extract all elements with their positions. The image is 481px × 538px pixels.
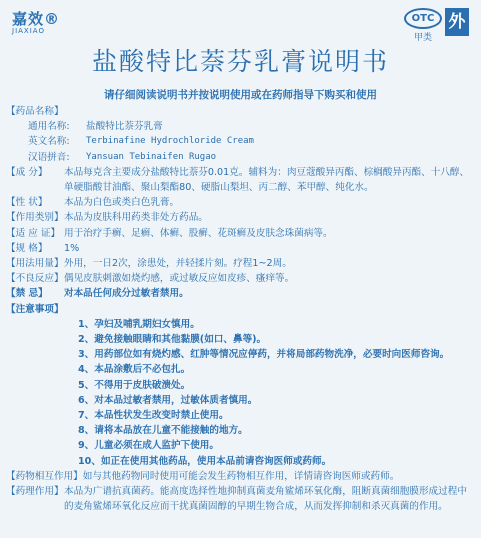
precaution-text: 用药部位如有烧灼感、红肿等情况应停药，并将局部药物洗净，必要时向医师咨询。 [94, 349, 450, 361]
section-label: 【性 状】 [6, 197, 48, 209]
section-label: 【禁 忌】 [6, 288, 48, 300]
drug-name-label: 汉语拼音: [28, 151, 70, 163]
section-value: 外用，一日2次，涂患处，并轻揉片刻。疗程1~2周。 [64, 258, 292, 270]
otc-mark: OTC [404, 8, 442, 29]
drug-name-row [6, 150, 476, 165]
precaution-item [6, 332, 476, 347]
section-value: 1% [64, 242, 80, 254]
page-title: 盐酸特比萘芬乳膏说明书 [91, 47, 389, 76]
precaution-text: 如正在使用其他药品，使用本品前请咨询医师或药师。 [100, 455, 332, 467]
leaflet-content [6, 104, 476, 514]
precaution-item [6, 393, 476, 408]
otc-mark-group [404, 8, 442, 43]
precaution-text: 对本品过敏者禁用，过敏体质者慎用。 [94, 394, 258, 406]
section-row [6, 165, 476, 195]
section-row [6, 226, 476, 241]
precaution-item [6, 317, 476, 332]
precaution-text: 避免接触眼睛和其他黏膜(如口、鼻等)。 [94, 334, 267, 346]
section-label: 【适 应 证】 [6, 227, 61, 239]
pharmacology-value: 本品为广谱抗真菌药。能高度选择性地抑制真菌麦角鲨烯环氧化酶，阻断真菌细胞膜形成过程中的麦角鲨烯环氧化反应而干扰真菌固醇的早期生物合成，从而发挥抑制和杀灭真菌的作用。 [64, 486, 467, 513]
section-value: 对本品任何成分过敏者禁用。 [64, 288, 189, 300]
precautions-header-row [6, 302, 476, 317]
drug-name-label: 英文名称: [28, 136, 70, 148]
precaution-number: 3、 [78, 349, 95, 361]
precaution-item [6, 362, 476, 377]
precautions-list [6, 317, 476, 469]
precaution-number: 1、 [78, 318, 95, 330]
external-use-badge: 外 [445, 8, 469, 36]
interactions-label: 【药物相互作用】 [6, 470, 83, 482]
precaution-item [6, 454, 476, 469]
precaution-text: 本品性状发生改变时禁止使用。 [94, 410, 229, 422]
section-value: 本品每克含主要成分盐酸特比萘芬0.01克。辅料为：肉豆蔻酸异丙酯、棕榈酸异丙酯、十八醇、单硬脂酸甘油酯、聚山梨酯80、硬脂山梨坦、丙二醇、苯甲醇、纯化水。 [64, 166, 470, 194]
pharmacology-label: 【药理作用】 [6, 486, 64, 498]
precaution-number: 4、 [78, 364, 95, 376]
pharmacology-row [6, 484, 476, 514]
drug-name-header-row [6, 104, 476, 119]
section-value: 本品为白色或类白色乳膏。 [64, 197, 180, 209]
precaution-text: 本品涂敷后不必包扎。 [94, 364, 191, 376]
section-value: 偶见皮肤刺激如烧灼感，或过敏反应如皮疹、瘙痒等。 [64, 273, 295, 285]
section-row [6, 210, 476, 225]
otc-class: 甲类 [413, 33, 432, 43]
precaution-text: 请将本品放在儿童不能接触的地方。 [94, 425, 248, 437]
precaution-number: 9、 [78, 440, 95, 452]
precaution-number: 10、 [78, 455, 101, 467]
precautions-label: 【注意事项】 [6, 303, 64, 315]
interactions-value: 如与其他药物同时使用可能会发生药物相互作用，详情请咨询医师或药师。 [82, 470, 400, 482]
drug-name-value: Terbinafine Hydrochloride Cream [86, 136, 254, 147]
section-row [6, 271, 476, 286]
precaution-item [6, 378, 476, 393]
drug-name-row [6, 119, 476, 134]
drug-name-row [6, 134, 476, 149]
section-row [6, 195, 476, 210]
drug-name-list [6, 119, 476, 165]
section-row [6, 286, 476, 301]
interactions-row [6, 469, 476, 484]
section-label: 【作用类别】 [6, 212, 64, 224]
header [0, 0, 481, 90]
section-label: 【规 格】 [6, 242, 48, 254]
drug-name-value: 盐酸特比萘芬乳膏 [86, 121, 163, 133]
section-value: 本品为皮肤科用药类非处方药品。 [64, 212, 208, 224]
section-label: 【成 分】 [6, 166, 48, 178]
drug-name-value: Yansuan Tebinaifen Rugao [86, 151, 217, 162]
precaution-text: 不得用于皮肤破溃处。 [94, 379, 191, 391]
section-row [6, 241, 476, 256]
precaution-item [6, 423, 476, 438]
precaution-number: 6、 [78, 394, 95, 406]
brand-name-en: JIAXIAO [12, 27, 45, 35]
brand-name-cn: 嘉效® [12, 10, 61, 28]
section-value: 用于治疗手癣、足癣、体癣、股癣、花斑癣及皮肤念珠菌病等。 [64, 227, 333, 239]
precaution-number: 5、 [78, 379, 95, 391]
precaution-item [6, 438, 476, 453]
precaution-item [6, 408, 476, 423]
otc-badge [404, 8, 469, 43]
section-row [6, 256, 476, 271]
precaution-text: 儿童必须在成人监护下使用。 [94, 440, 219, 452]
precaution-number: 7、 [78, 410, 95, 422]
precaution-number: 2、 [78, 334, 95, 346]
section-label: 【用法用量】 [6, 258, 64, 270]
usage-notice: 请仔细阅读说明书并按说明使用或在药师指导下购买和使用 [104, 89, 377, 101]
drug-name-label: 通用名称: [28, 121, 70, 133]
drug-name-header: 【药品名称】 [6, 106, 64, 117]
section-label: 【不良反应】 [6, 273, 64, 285]
precaution-item [6, 347, 476, 362]
precaution-text: 孕妇及哺乳期妇女慎用。 [94, 318, 200, 330]
precaution-number: 8、 [78, 425, 95, 437]
section-list [6, 165, 476, 302]
brand-logo [12, 8, 60, 35]
